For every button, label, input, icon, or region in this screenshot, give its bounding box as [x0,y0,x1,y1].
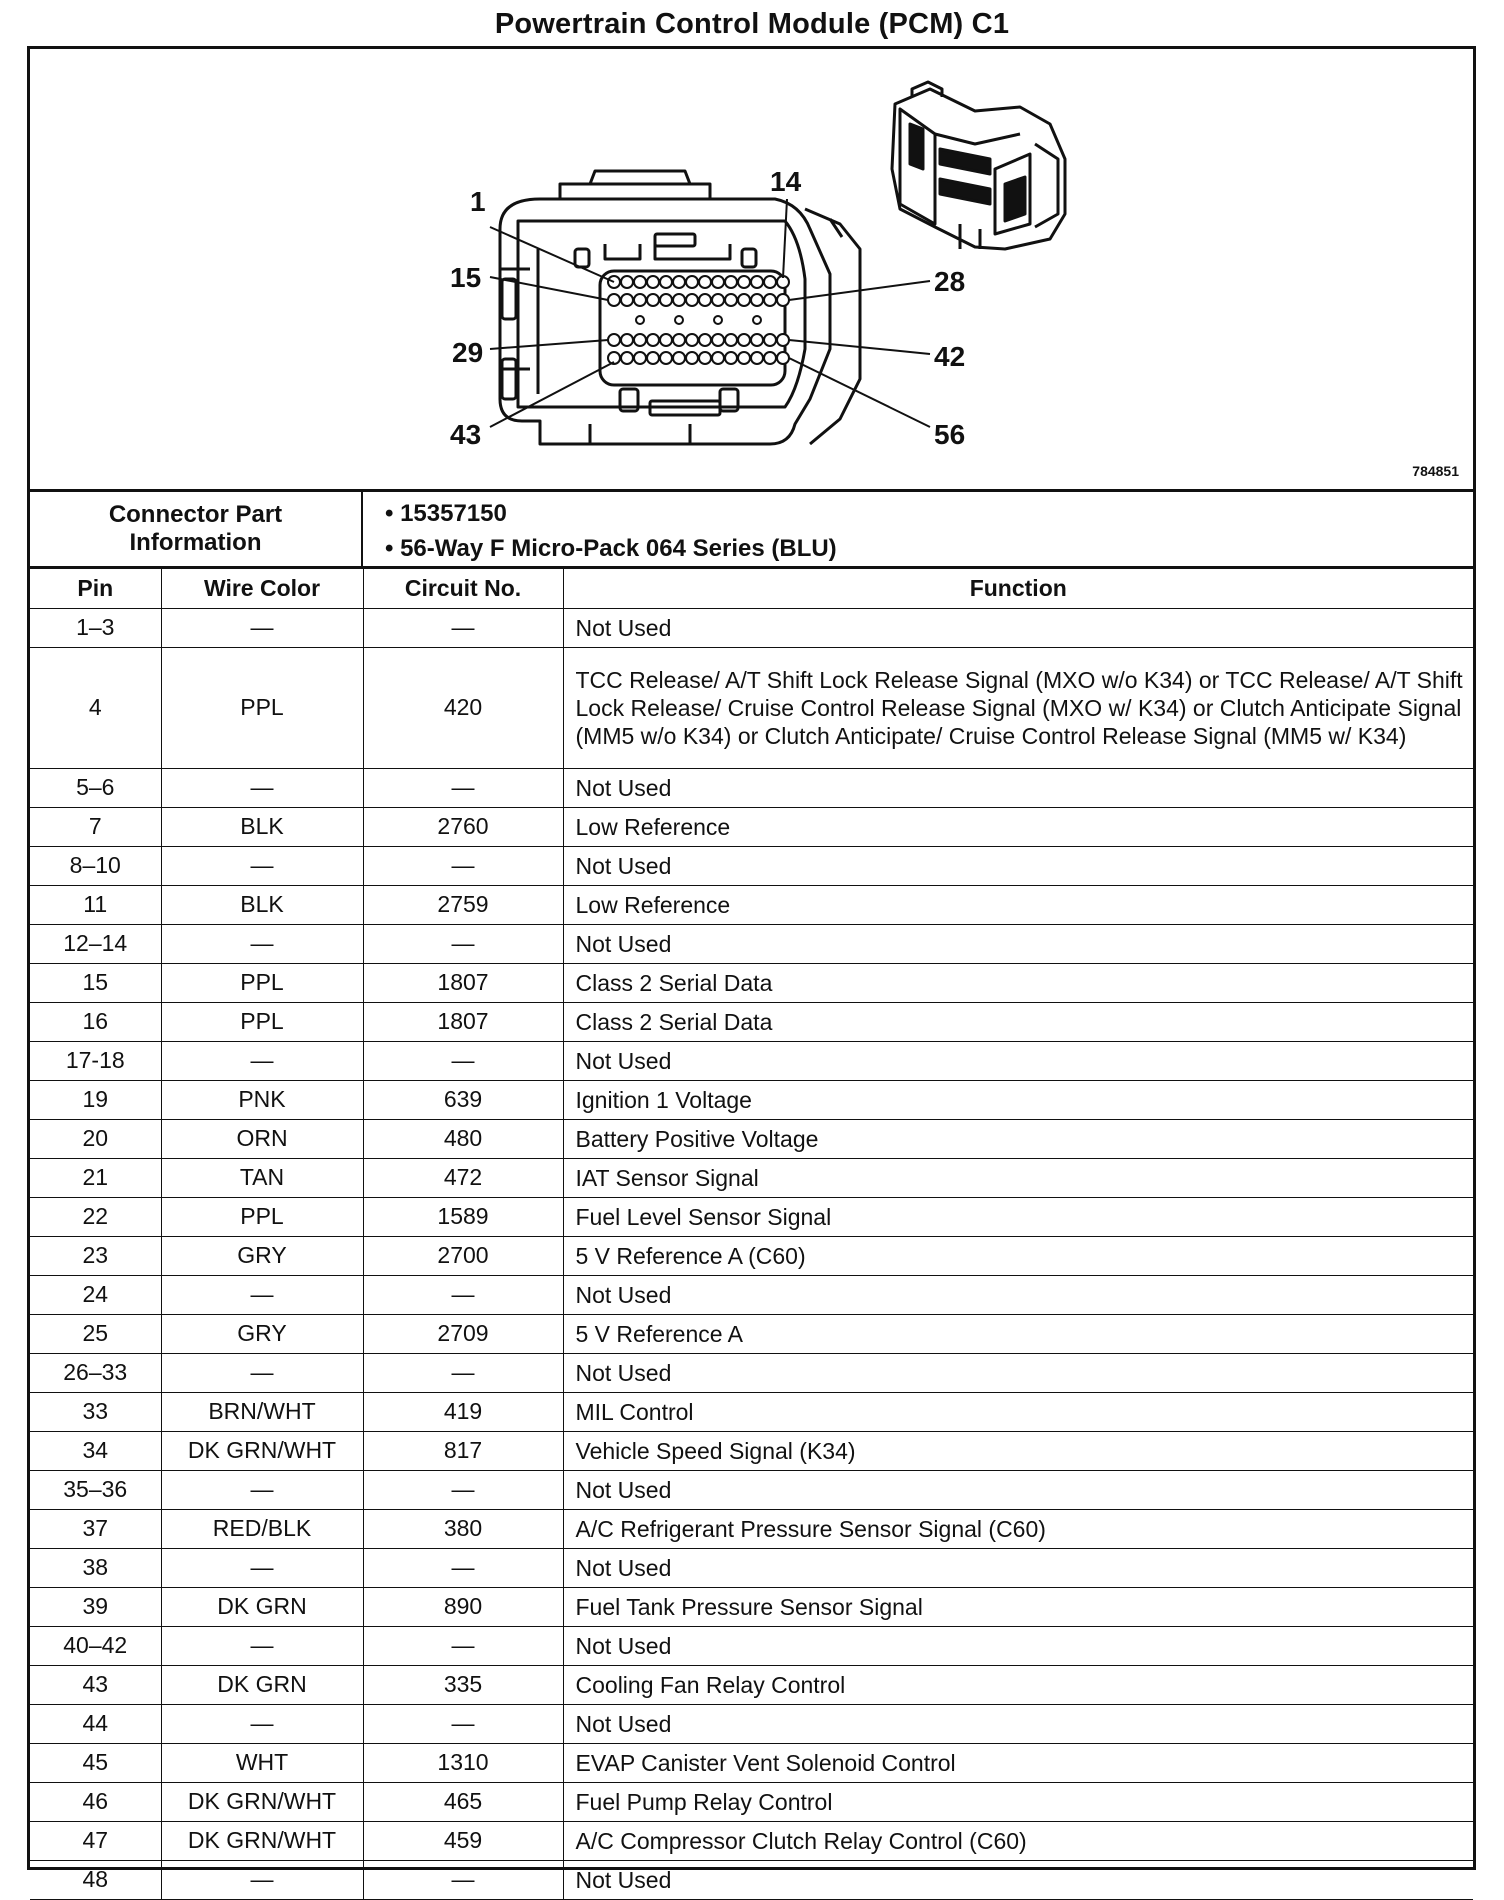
wire-color-cell: — [161,924,363,963]
pin-cell: 5–6 [30,768,161,807]
table-row [30,1665,1473,1704]
wire-color-cell: — [161,1041,363,1080]
function-cell: Not Used [563,1041,1473,1080]
function-cell: Not Used [563,924,1473,963]
circuit-cell: 459 [363,1821,563,1860]
table-row [30,1197,1473,1236]
connector-diagram [30,49,1473,492]
table-row [30,1431,1473,1470]
circuit-cell: 1310 [363,1743,563,1782]
pin-cell: 12–14 [30,924,161,963]
circuit-cell: 472 [363,1158,563,1197]
wire-color-cell: PPL [161,963,363,1002]
pin-cell: 44 [30,1704,161,1743]
table-row [30,1041,1473,1080]
circuit-cell: — [363,1704,563,1743]
wire-color-cell: RED/BLK [161,1509,363,1548]
pin-cell: 37 [30,1509,161,1548]
circuit-cell: — [363,1353,563,1392]
wire-color-cell: — [161,846,363,885]
circuit-cell: 335 [363,1665,563,1704]
function-cell: Fuel Tank Pressure Sensor Signal [563,1587,1473,1626]
wire-color-cell: TAN [161,1158,363,1197]
function-cell: Not Used [563,1548,1473,1587]
callout-pin-1: 1 [470,186,486,217]
table-row [30,608,1473,647]
function-cell: Not Used [563,1704,1473,1743]
callout-pin-43: 43 [450,419,482,450]
wire-color-cell: — [161,1470,363,1509]
wire-color-cell: PPL [161,1197,363,1236]
connector-iso-view [892,82,1065,249]
table-row [30,1743,1473,1782]
function-cell: Not Used [563,1275,1473,1314]
table-row [30,1626,1473,1665]
wire-color-cell: — [161,1704,363,1743]
wire-color-cell: BRN/WHT [161,1392,363,1431]
function-cell: Cooling Fan Relay Control [563,1665,1473,1704]
function-cell: MIL Control [563,1392,1473,1431]
circuit-cell: 2709 [363,1314,563,1353]
circuit-cell: — [363,1275,563,1314]
function-cell: Not Used [563,1626,1473,1665]
table-row [30,1236,1473,1275]
pin-cell: 45 [30,1743,161,1782]
table-row [30,1470,1473,1509]
wire-color-cell: — [161,1860,363,1899]
table-row [30,1509,1473,1548]
table-row [30,1353,1473,1392]
function-cell: 5 V Reference A (C60) [563,1236,1473,1275]
wire-color-cell: DK GRN/WHT [161,1782,363,1821]
table-row [30,1587,1473,1626]
wire-color-cell: — [161,1353,363,1392]
pin-cell: 34 [30,1431,161,1470]
function-cell: Low Reference [563,807,1473,846]
pin-table-header [30,569,1473,608]
circuit-cell: — [363,1860,563,1899]
circuit-cell: 1807 [363,963,563,1002]
function-cell: Fuel Pump Relay Control [563,1782,1473,1821]
circuit-cell: 380 [363,1509,563,1548]
table-row [30,1158,1473,1197]
function-cell: A/C Compressor Clutch Relay Control (C60) [563,1821,1473,1860]
circuit-cell: 2700 [363,1236,563,1275]
wire-color-cell: PNK [161,1080,363,1119]
wire-color-cell: — [161,1626,363,1665]
function-cell: Not Used [563,608,1473,647]
circuit-cell: 817 [363,1431,563,1470]
pin-cell: 24 [30,1275,161,1314]
wire-color-cell: WHT [161,1743,363,1782]
circuit-cell: — [363,846,563,885]
function-cell: IAT Sensor Signal [563,1158,1473,1197]
wire-color-cell: — [161,768,363,807]
pin-cell: 47 [30,1821,161,1860]
part-info-values [385,496,837,566]
wire-color-cell: — [161,1275,363,1314]
pin-cell: 11 [30,885,161,924]
pin-cell: 43 [30,1665,161,1704]
header-function: Function [563,569,1473,608]
table-row [30,1119,1473,1158]
connector-drawing [30,49,1473,489]
pin-cell: 4 [30,647,161,768]
circuit-cell: 2760 [363,807,563,846]
wire-color-cell: PPL [161,647,363,768]
circuit-cell: — [363,1548,563,1587]
wire-color-cell: GRY [161,1236,363,1275]
function-cell: TCC Release/ A/T Shift Lock Release Signal (MXO w/o K34) or TCC Release/ A/T Shift Lock Release/ Cruise Control Release Signal (MXO w/ K34) or Clutch Anticipate Signal (MM5 w/o K34) or Clutch Anticipate/ Cruise Control Release Signal (MM5 w/ K34) [563,647,1473,768]
circuit-cell: 890 [363,1587,563,1626]
part-info-label: Connector Part Information [30,492,363,566]
table-row [30,885,1473,924]
table-row [30,807,1473,846]
table-row [30,963,1473,1002]
pin-cell: 1–3 [30,608,161,647]
circuit-cell: — [363,1470,563,1509]
circuit-cell: 1589 [363,1197,563,1236]
connector-sheet [27,46,1476,1893]
callout-pin-15: 15 [450,262,482,293]
circuit-cell: — [363,1041,563,1080]
pin-cell: 48 [30,1860,161,1899]
figure-id: 784851 [1412,463,1459,479]
pin-cell: 15 [30,963,161,1002]
table-row [30,1275,1473,1314]
circuit-cell: 465 [363,1782,563,1821]
callout-pin-56: 56 [934,419,966,450]
table-row [30,1002,1473,1041]
function-cell: A/C Refrigerant Pressure Sensor Signal (C60) [563,1509,1473,1548]
pin-cell: 16 [30,1002,161,1041]
circuit-cell: 2759 [363,885,563,924]
table-row [30,1548,1473,1587]
function-cell: Vehicle Speed Signal (K34) [563,1431,1473,1470]
part-description: • 56-Way F Micro-Pack 064 Series (BLU) [385,535,837,562]
function-cell: Not Used [563,1860,1473,1899]
wire-color-cell: DK GRN [161,1587,363,1626]
wire-color-cell: — [161,1548,363,1587]
table-row [30,647,1473,768]
function-cell: Ignition 1 Voltage [563,1080,1473,1119]
function-cell: Not Used [563,846,1473,885]
connector-part-info [30,492,1473,569]
circuit-cell: — [363,768,563,807]
pin-cell: 20 [30,1119,161,1158]
wire-color-cell: BLK [161,885,363,924]
circuit-cell: 1807 [363,1002,563,1041]
header-wire-color: Wire Color [161,569,363,608]
table-row [30,768,1473,807]
function-cell: Not Used [563,768,1473,807]
circuit-cell: 480 [363,1119,563,1158]
function-cell: Not Used [563,1470,1473,1509]
wire-color-cell: DK GRN [161,1665,363,1704]
pin-cell: 40–42 [30,1626,161,1665]
function-cell: Not Used [563,1353,1473,1392]
callout-pin-29: 29 [452,337,484,368]
pin-cell: 21 [30,1158,161,1197]
circuit-cell: — [363,1626,563,1665]
function-cell: Battery Positive Voltage [563,1119,1473,1158]
function-cell: EVAP Canister Vent Solenoid Control [563,1743,1473,1782]
table-row [30,924,1473,963]
pin-cell: 17-18 [30,1041,161,1080]
pin-table-body [30,608,1473,1899]
pin-cell: 19 [30,1080,161,1119]
wire-color-cell: DK GRN/WHT [161,1431,363,1470]
wire-color-cell: — [161,608,363,647]
callout-pin-14: 14 [770,166,802,197]
pin-cell: 23 [30,1236,161,1275]
pin-cell: 46 [30,1782,161,1821]
header-pin: Pin [30,569,161,608]
table-row [30,1080,1473,1119]
function-cell: 5 V Reference A [563,1314,1473,1353]
table-row [30,846,1473,885]
function-cell: Fuel Level Sensor Signal [563,1197,1473,1236]
pin-table [30,569,1473,1900]
table-row [30,1704,1473,1743]
table-row [30,1314,1473,1353]
pin-cell: 7 [30,807,161,846]
pin-cell: 35–36 [30,1470,161,1509]
wire-color-cell: PPL [161,1002,363,1041]
table-row [30,1821,1473,1860]
circuit-cell: 639 [363,1080,563,1119]
circuit-cell: — [363,608,563,647]
pin-cell: 8–10 [30,846,161,885]
table-row [30,1782,1473,1821]
part-number: • 15357150 [385,500,507,527]
pin-cell: 22 [30,1197,161,1236]
circuit-cell: 419 [363,1392,563,1431]
callout-pin-42: 42 [934,341,966,372]
page-title: Powertrain Control Module (PCM) C1 [494,8,1010,40]
wire-color-cell: DK GRN/WHT [161,1821,363,1860]
pin-cell: 26–33 [30,1353,161,1392]
wire-color-cell: GRY [161,1314,363,1353]
callout-pin-28: 28 [934,266,966,297]
function-cell: Class 2 Serial Data [563,1002,1473,1041]
function-cell: Low Reference [563,885,1473,924]
header-circuit: Circuit No. [363,569,563,608]
function-cell: Class 2 Serial Data [563,963,1473,1002]
table-row [30,1392,1473,1431]
circuit-cell: 420 [363,647,563,768]
pin-cell: 25 [30,1314,161,1353]
pin-cell: 38 [30,1548,161,1587]
wire-color-cell: ORN [161,1119,363,1158]
pin-cell: 39 [30,1587,161,1626]
pin-cell: 33 [30,1392,161,1431]
circuit-cell: — [363,924,563,963]
wire-color-cell: BLK [161,807,363,846]
